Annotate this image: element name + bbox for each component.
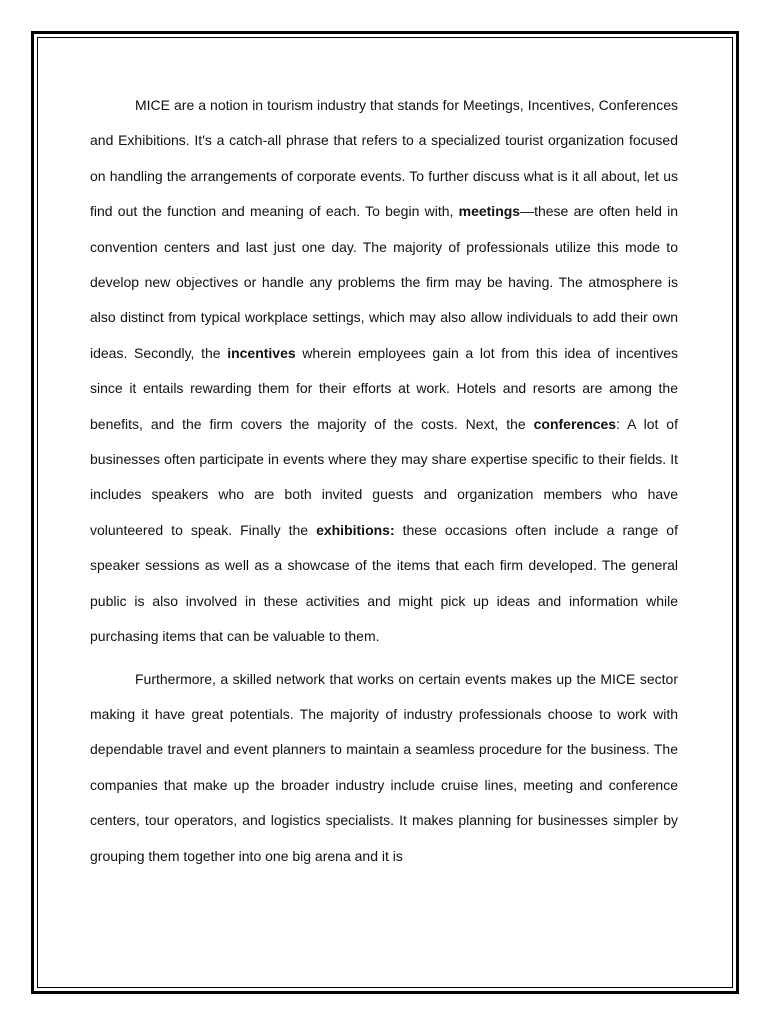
- text-segment: MICE are a notion in tourism industry that stands for Meetings, Incentives, Conferences and Exhibitions. It's a catch-all phrase that refers to a specialized tourist organization focused on handling the arrangements of corporate events. To further discuss what is it all about, let us find out the function and meaning of each. To begin with,: [90, 97, 678, 220]
- paragraph-mice-sector: [90, 662, 678, 874]
- text-segment: —these are often held in convention centers and last just one day. The majority of professionals utilize this mode to develop new objectives or handle any problems the firm may be having. The atmosphere is also distinct from typical workplace settings, which may also allow individuals to add their own ideas. Secondly, the: [90, 203, 678, 361]
- text-segment: Furthermore, a skilled network that works on certain events makes up the MICE sector making it have great potentials. The majority of industry professionals choose to work with dependable travel and event planners to maintain a seamless procedure for the business. The companies that make up the broader industry include cruise lines, meeting and conference centers, tour operators, and logistics specialists. It makes planning for businesses simpler by grouping them together into one big arena and it is: [90, 670, 678, 864]
- term-meetings: meetings: [458, 203, 521, 220]
- document-body: [90, 88, 678, 874]
- term-conferences: conferences: [533, 415, 617, 432]
- term-incentives: incentives: [227, 344, 296, 361]
- paragraph-mice-definition: [90, 88, 678, 655]
- term-exhibitions: exhibitions:: [316, 521, 395, 538]
- text-segment: these occasions often include a range of speaker sessions as well as a showcase of the items that each firm developed. The general public is also involved in these activities and might pick up ideas and information while purchasing items that can be valuable to them.: [90, 521, 678, 645]
- text-segment: wherein employees gain a lot from this idea of incentives since it entails rewarding them for their efforts at work. Hotels and resorts are among the benefits, and the firm covers the majority of the costs. Next, the: [90, 344, 679, 432]
- text-segment: : A lot of businesses often participate in events where they may share expertise specific to their fields. It includes speakers who are both invited guests and organization members who have volunteered to speak. Finally the: [90, 415, 678, 538]
